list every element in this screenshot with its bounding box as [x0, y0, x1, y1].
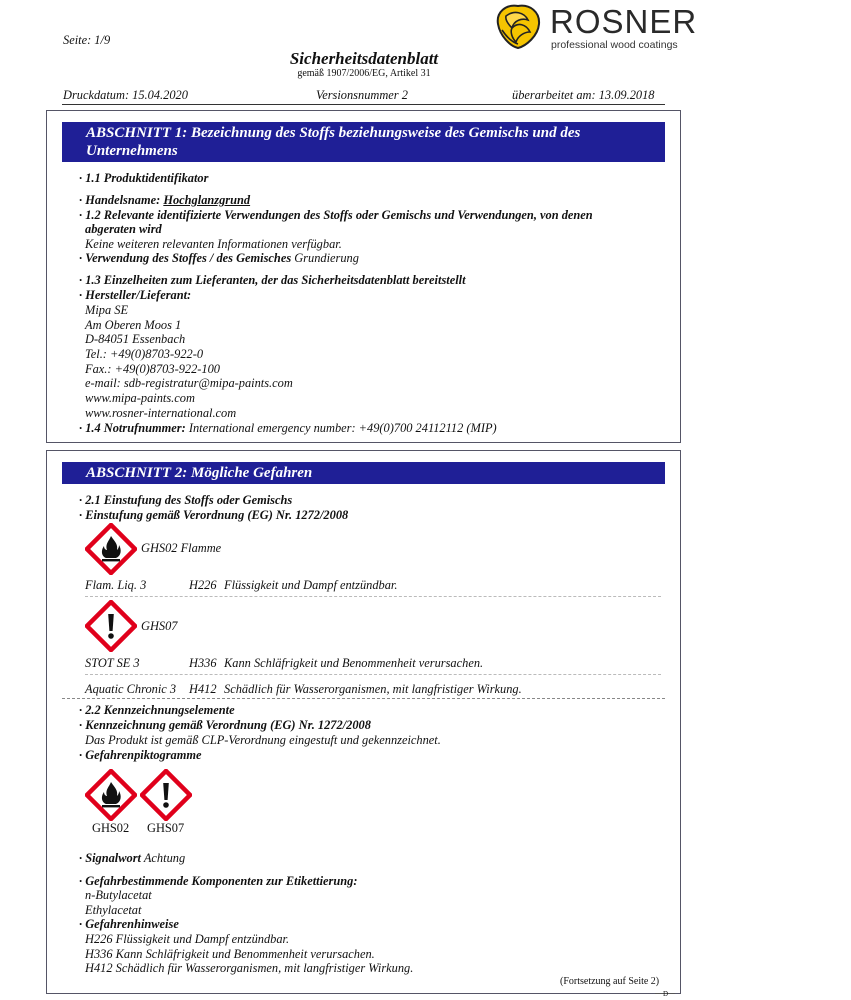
component-item: Ethylacetat — [85, 903, 142, 917]
hazard-statements-label: · Gefahrenhinweise — [79, 917, 179, 931]
hazard-cat: Aquatic Chronic 3 — [85, 682, 177, 696]
emergency-label: · 1.4 Notrufnummer: — [79, 421, 186, 435]
hazard-cat: Flam. Liq. 3 — [85, 578, 147, 592]
pict-code-ghs07: GHS07 — [147, 821, 185, 835]
hazard-statement: H412 Schädlich für Wasserorganismen, mit langfristiger Wirkung. — [85, 961, 414, 975]
address-line: www.mipa-paints.com — [85, 391, 195, 405]
page-number: Seite: 1/9 — [63, 33, 111, 47]
s2-1-heading: · 2.1 Einstufung des Stoffs oder Gemischs — [79, 493, 293, 507]
hazard-code: H412 — [189, 682, 217, 696]
rosner-logo — [492, 2, 698, 52]
ghs02-flame-icon — [85, 769, 137, 821]
section-1-heading-line1: ABSCHNITT 1: Bezeichnung des Stoffs beziehungsweise des Gemischs und des — [86, 125, 581, 141]
manufacturer-label: · Hersteller/Lieferant: — [79, 288, 192, 302]
classification-label: · Einstufung gemäß Verordnung (EG) Nr. 1272/2008 — [79, 508, 349, 522]
emergency-value: International emergency number: +49(0)700 24112112 (MIP) — [185, 421, 497, 435]
ghs02-label: GHS02 Flamme — [141, 541, 222, 555]
labelling-label: · Kennzeichnung gemäß Verordnung (EG) Nr. 1272/2008 — [79, 718, 371, 732]
pict-code-ghs02: GHS02 — [92, 821, 130, 835]
dotted-separator — [85, 674, 661, 675]
footer-marker: D — [663, 990, 669, 998]
address-line: www.rosner-international.com — [85, 405, 237, 420]
hazard-text: Kann Schläfrigkeit und Benommenheit verursachen. — [224, 656, 484, 670]
hazard-cat: STOT SE 3 — [85, 656, 140, 670]
tradename-label: · Handelsname: — [79, 193, 164, 207]
signal-word-label: · Signalwort — [79, 851, 141, 865]
component-item: n-Butylacetat — [85, 888, 152, 902]
ghs02-flame-icon — [85, 523, 137, 575]
address-line: Fax.: +49(0)8703-922-100 — [85, 361, 220, 376]
signal-word-line — [79, 851, 185, 865]
ghs07-label: GHS07 — [141, 619, 178, 633]
document-title: Sicherheitsdatenblatt — [289, 49, 439, 68]
hazard-code: H336 — [189, 656, 217, 670]
no-info-note: Keine weiteren relevanten Informationen verfügbar. — [85, 237, 342, 251]
ghs07-exclamation-icon — [85, 600, 137, 652]
hazard-statement: H336 Kann Schläfrigkeit und Benommenheit verursachen. — [85, 947, 375, 961]
hazard-text: Flüssigkeit und Dampf entzündbar. — [224, 578, 398, 592]
section-2-heading: ABSCHNITT 2: Mögliche Gefahren — [62, 462, 665, 484]
use-line — [79, 251, 359, 265]
logo-wordmark: ROSNER — [550, 3, 698, 40]
continued-note: (Fortsetzung auf Seite 2) — [560, 976, 660, 987]
s2-2-heading: · 2.2 Kennzeichnungselemente — [79, 703, 235, 717]
emergency-line — [79, 421, 497, 435]
dashed-separator — [62, 698, 665, 699]
address-line: Am Oberen Moos 1 — [85, 317, 182, 332]
s1-2-heading-line2: abgeraten wird — [85, 222, 162, 236]
hazard-text: Schädlich für Wasserorganismen, mit langfristiger Wirkung. — [224, 682, 522, 696]
version-number: Versionsnummer 2 — [316, 88, 408, 102]
document-subtitle: gemäß 1907/2006/EG, Artikel 31 — [297, 68, 431, 79]
use-label: · Verwendung des Stoffes / des Gemisches — [79, 251, 292, 265]
s1-1-heading: · 1.1 Produktidentifikator — [79, 171, 209, 185]
dotted-separator — [85, 596, 661, 597]
hazard-code: H226 — [189, 578, 217, 592]
tradename-value: Hochglanzgrund — [163, 193, 251, 207]
signal-word-value: Achtung — [140, 851, 186, 865]
pictograms-label: · Gefahrenpiktogramme — [79, 748, 202, 762]
s1-3-heading: · 1.3 Einzelheiten zum Lieferanten, der das Sicherheitsdatenblatt bereitstellt — [79, 273, 466, 287]
rose-logo-icon — [492, 2, 544, 50]
address-line: Mipa SE — [85, 303, 129, 317]
components-label: · Gefahrbestimmende Komponenten zur Etikettierung: — [79, 874, 358, 888]
tradename-line — [79, 193, 250, 207]
section-1-heading — [62, 122, 665, 162]
s1-2-heading-line1: · 1.2 Relevante identifizierte Verwendungen des Stoffs oder Gemischs und Verwendungen, von denen — [79, 208, 593, 222]
address-line: D-84051 Essenbach — [85, 332, 186, 346]
use-value: Grundierung — [291, 251, 359, 265]
logo-tagline: professional wood coatings — [551, 39, 678, 51]
hazard-statement: H226 Flüssigkeit und Dampf entzündbar. — [85, 932, 290, 946]
address-line: e-mail: sdb-registratur@mipa-paints.com — [85, 376, 293, 390]
print-date: Druckdatum: 15.04.2020 — [63, 88, 188, 102]
section-1-heading-line2: Unternehmens — [86, 143, 178, 159]
header-divider — [62, 104, 665, 105]
clp-note: Das Produkt ist gemäß CLP-Verordnung eingestuft und gekennzeichnet. — [85, 733, 441, 747]
ghs07-exclamation-icon — [140, 769, 192, 821]
address-line: Tel.: +49(0)8703-922-0 — [85, 347, 204, 361]
revised-date: überarbeitet am: 13.09.2018 — [512, 88, 655, 102]
